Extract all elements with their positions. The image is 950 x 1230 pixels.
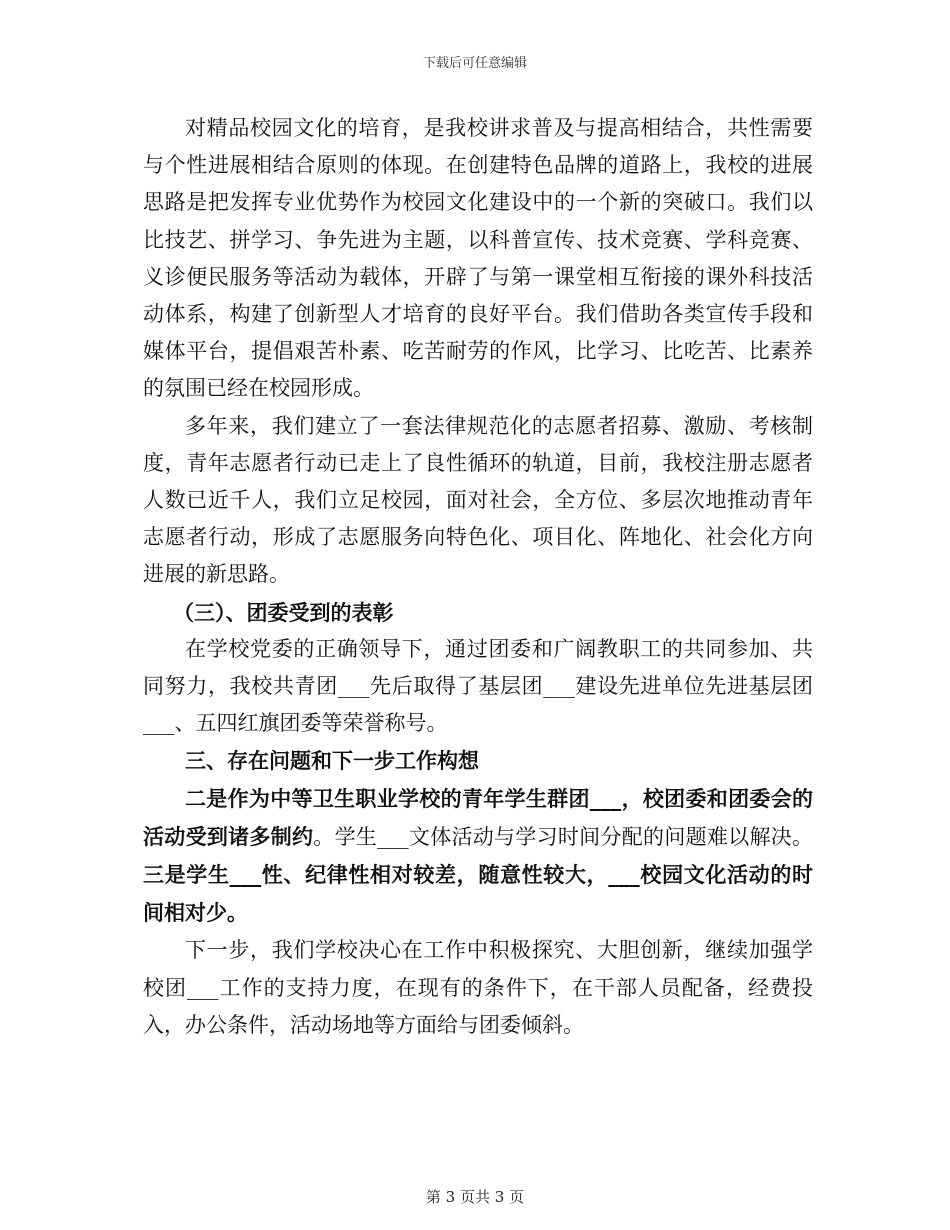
problem-three-bold: 三是学生___性、纪律性相对较差，随意性较大，___校园文化活动的时间相对少。	[143, 862, 813, 926]
subheading-commendations: （三）、团委受到的表彰	[173, 599, 394, 625]
document-body	[143, 110, 813, 1044]
section-heading-problems: 三、存在问题和下一步工作构想	[185, 748, 479, 774]
paragraph-next-steps: 下一步，我们学校决心在工作中积极探究、大胆创新，继续加强学校团___工作的支持力度，在现有的条件下，在干部人员配备，经费投入，办公条件，活动场地等方面给与团委倾斜。	[143, 938, 813, 1037]
problem-two-bold: 二是作为中等卫生职业学校的青年学生群团___，校团委和团委会的活动受到诸多制约	[143, 785, 813, 849]
paragraph-campus-culture: 对精品校园文化的培育，是我校讲求普及与提高相结合，共性需要与个性进展相结合原则的体现。在创建特色品牌的道路上，我校的进展思路是把发挥专业优势作为校园文化建设中的一个新的突破口。我们以比技艺、拼学习、争先进为主题，以科普宣传、技术竞赛、学科竞赛、义诊便民服务等活动为载体，开辟了与第一课堂相互衔接的课外科技活动体系，构建了创新型人才培育的良好平台。我们借助各类宣传手段和媒体平台，提倡艰苦朴素、吃苦耐劳的作风，比学习、比吃苦、比素养的氛围已经在校园形成。	[143, 116, 813, 401]
paragraph-honors: 在学校党委的正确领导下，通过团委和广阔教职工的共同参加、共同努力，我校共青团___先后取得了基层团___建设先进单位先进基层团___、五四红旗团委等荣誉称号。	[143, 636, 813, 736]
paragraph-volunteers: 多年来，我们建立了一套法律规范化的志愿者招募、激励、考核制度，青年志愿者行动已走上了良性循环的轨道，目前，我校注册志愿者人数已近千人，我们立足校园，面对社会，全方位、多层次地推动青年志愿者行动，形成了志愿服务向特色化、项目化、阵地化、社会化方向进展的新思路。	[143, 413, 813, 587]
paragraph-problems	[143, 780, 813, 933]
page-footer: 第 3 页共 3 页	[425, 1188, 525, 1206]
page-header: 下载后可任意编辑	[422, 56, 527, 71]
problem-two-normal: 。学生___文体活动与学习时间分配的问题难以解决。	[313, 824, 814, 849]
